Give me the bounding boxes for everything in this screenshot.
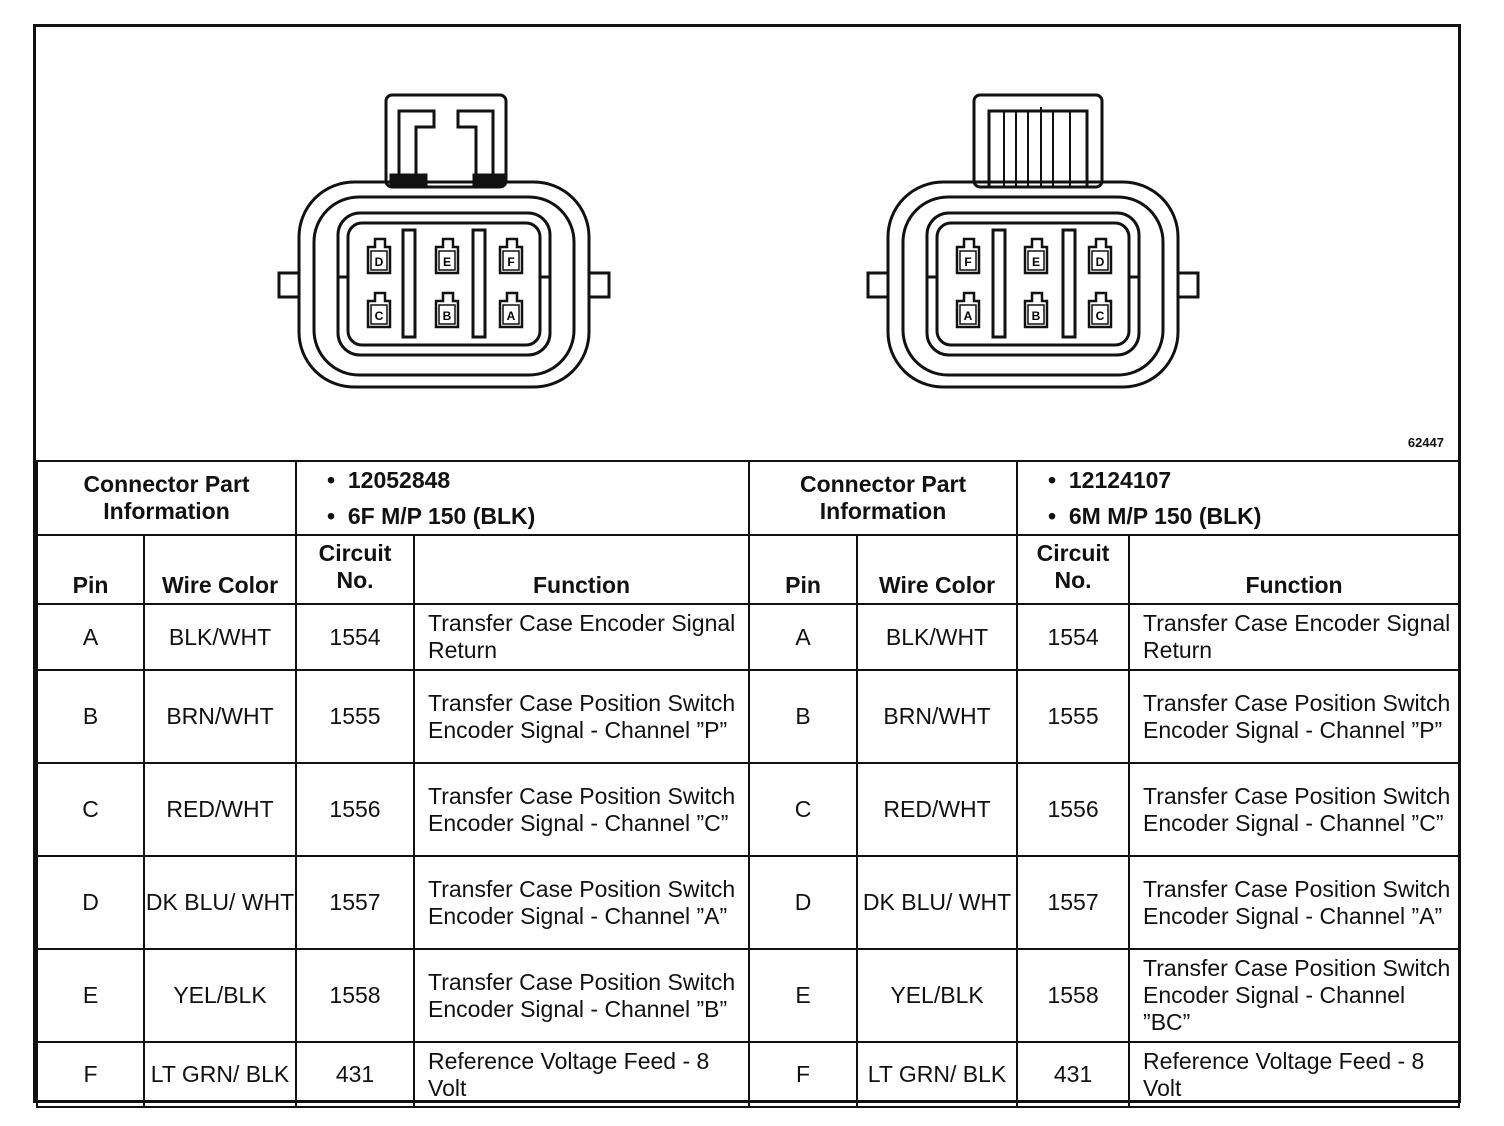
function-cell: Transfer Case Position Switch Encoder Signal - Channel ”A” bbox=[1129, 856, 1459, 949]
pin-cell: F bbox=[749, 1042, 857, 1107]
table-row bbox=[37, 604, 1459, 670]
part-desc-left: • 6F M/P 150 (BLK) bbox=[327, 503, 536, 529]
circuit-cell: 1555 bbox=[296, 670, 414, 763]
wire-color-cell: RED/WHT bbox=[857, 763, 1017, 856]
part-number-right: • 12124107 bbox=[1048, 467, 1172, 493]
pin-cell: B bbox=[37, 670, 144, 763]
part-label-right: Connector Part Information bbox=[749, 461, 1017, 535]
pin-terminal-e bbox=[1025, 239, 1047, 273]
function-cell: Transfer Case Position Switch Encoder Signal - Channel ”BC” bbox=[1129, 949, 1459, 1042]
header-function-right: Function bbox=[1129, 535, 1459, 604]
wire-color-cell: LT GRN/ BLK bbox=[144, 1042, 296, 1107]
pin-cell: C bbox=[749, 763, 857, 856]
connector-drawings bbox=[36, 27, 1458, 460]
connector-left-pins bbox=[368, 239, 522, 327]
wire-color-cell: BLK/WHT bbox=[144, 604, 296, 670]
pin-terminal-c bbox=[368, 293, 390, 327]
pin-letter: E bbox=[1031, 255, 1041, 269]
pinout-table bbox=[36, 460, 1460, 1108]
pin-letter: F bbox=[507, 255, 515, 269]
function-cell: Transfer Case Position Switch Encoder Signal - Channel ”C” bbox=[414, 763, 749, 856]
pin-cell: D bbox=[37, 856, 144, 949]
pin-cell: E bbox=[749, 949, 857, 1042]
pin-cell: C bbox=[37, 763, 144, 856]
pin-letter: A bbox=[506, 309, 516, 323]
function-cell: Reference Voltage Feed - 8 Volt bbox=[1129, 1042, 1459, 1107]
pin-letter: E bbox=[442, 255, 452, 269]
wire-color-cell: DK BLU/ WHT bbox=[857, 856, 1017, 949]
circuit-cell: 1556 bbox=[1017, 763, 1129, 856]
header-wire-left: Wire Color bbox=[144, 535, 296, 604]
wire-color-cell: RED/WHT bbox=[144, 763, 296, 856]
circuit-cell: 1558 bbox=[296, 949, 414, 1042]
function-cell: Transfer Case Position Switch Encoder Signal - Channel ”B” bbox=[414, 949, 749, 1042]
pin-cell: A bbox=[37, 604, 144, 670]
pin-cell: E bbox=[37, 949, 144, 1042]
figure-id: 62447 bbox=[1407, 435, 1444, 450]
part-desc-right: • 6M M/P 150 (BLK) bbox=[1048, 503, 1262, 529]
circuit-cell: 431 bbox=[1017, 1042, 1129, 1107]
connector-right-pins bbox=[957, 239, 1111, 327]
table-row bbox=[37, 949, 1459, 1042]
pin-letter: B bbox=[442, 309, 452, 323]
pin-terminal-b bbox=[1025, 293, 1047, 327]
pin-cell: D bbox=[749, 856, 857, 949]
wire-color-cell: YEL/BLK bbox=[857, 949, 1017, 1042]
wire-color-cell: YEL/BLK bbox=[144, 949, 296, 1042]
pin-terminal-f bbox=[500, 239, 522, 273]
header-wire-right: Wire Color bbox=[857, 535, 1017, 604]
column-header-row bbox=[37, 535, 1459, 604]
circuit-cell: 431 bbox=[296, 1042, 414, 1107]
pin-letter: C bbox=[1095, 309, 1105, 323]
function-cell: Transfer Case Encoder Signal Return bbox=[1129, 604, 1459, 670]
part-label-left: Connector Part Information bbox=[37, 461, 296, 535]
header-pin-right: Pin bbox=[749, 535, 857, 604]
wire-color-cell: BLK/WHT bbox=[857, 604, 1017, 670]
table-row bbox=[37, 1042, 1459, 1107]
diagram-frame bbox=[33, 24, 1461, 1103]
circuit-cell: 1557 bbox=[296, 856, 414, 949]
pin-terminal-c bbox=[1089, 293, 1111, 327]
pin-terminal-b bbox=[436, 293, 458, 327]
pin-cell: A bbox=[749, 604, 857, 670]
circuit-cell: 1558 bbox=[1017, 949, 1129, 1042]
circuit-cell: 1554 bbox=[296, 604, 414, 670]
wire-color-cell: LT GRN/ BLK bbox=[857, 1042, 1017, 1107]
part-info-right bbox=[1017, 461, 1459, 535]
pin-terminal-a bbox=[500, 293, 522, 327]
circuit-cell: 1557 bbox=[1017, 856, 1129, 949]
wire-color-cell: BRN/WHT bbox=[857, 670, 1017, 763]
pin-cell: B bbox=[749, 670, 857, 763]
connector-diagram-area bbox=[36, 27, 1458, 460]
circuit-cell: 1556 bbox=[296, 763, 414, 856]
function-cell: Transfer Case Encoder Signal Return bbox=[414, 604, 749, 670]
part-number-left: • 12052848 bbox=[327, 467, 451, 493]
circuit-cell: 1555 bbox=[1017, 670, 1129, 763]
pin-cell: F bbox=[37, 1042, 144, 1107]
table-row bbox=[37, 670, 1459, 763]
wire-color-cell: BRN/WHT bbox=[144, 670, 296, 763]
pin-terminal-d bbox=[1089, 239, 1111, 273]
circuit-cell: 1554 bbox=[1017, 604, 1129, 670]
pin-letter: F bbox=[964, 255, 972, 269]
pin-terminal-d bbox=[368, 239, 390, 273]
table-row bbox=[37, 856, 1459, 949]
function-cell: Transfer Case Position Switch Encoder Signal - Channel ”A” bbox=[414, 856, 749, 949]
table-row bbox=[37, 763, 1459, 856]
header-circuit-left: Circuit No. bbox=[296, 535, 414, 604]
function-cell: Reference Voltage Feed - 8 Volt bbox=[414, 1042, 749, 1107]
wire-color-cell: DK BLU/ WHT bbox=[144, 856, 296, 949]
function-cell: Transfer Case Position Switch Encoder Signal - Channel ”C” bbox=[1129, 763, 1459, 856]
connector-part-row bbox=[37, 461, 1459, 535]
pin-letter: C bbox=[374, 309, 384, 323]
header-function-left: Function bbox=[414, 535, 749, 604]
pin-terminal-a bbox=[957, 293, 979, 327]
pin-letter: A bbox=[963, 309, 973, 323]
pin-letter: D bbox=[1095, 255, 1105, 269]
pin-letter: D bbox=[374, 255, 384, 269]
function-cell: Transfer Case Position Switch Encoder Signal - Channel ”P” bbox=[414, 670, 749, 763]
pin-letter: B bbox=[1031, 309, 1041, 323]
part-info-left bbox=[296, 461, 749, 535]
header-circuit-right: Circuit No. bbox=[1017, 535, 1129, 604]
header-pin-left: Pin bbox=[37, 535, 144, 604]
pinout-rows bbox=[37, 604, 1459, 1107]
pin-terminal-e bbox=[436, 239, 458, 273]
function-cell: Transfer Case Position Switch Encoder Signal - Channel ”P” bbox=[1129, 670, 1459, 763]
pin-terminal-f bbox=[957, 239, 979, 273]
